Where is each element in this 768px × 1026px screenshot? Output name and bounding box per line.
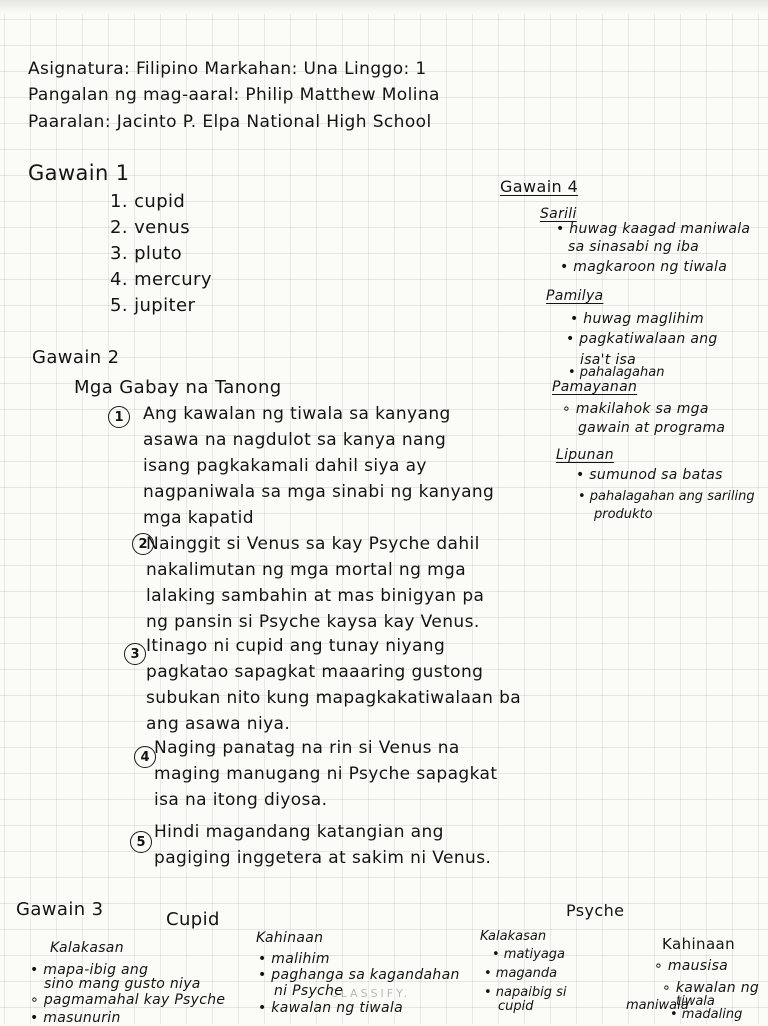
psyche-kahinaan-item: ∘ mausisa [654,958,729,974]
cupid-kalakasan-label: Kalakasan [50,940,124,956]
cupid-kahinaan-label: Kahinaan [256,930,324,946]
psyche-kalakasan-item: cupid [498,999,534,1014]
gawain3-title: Gawain 3 [16,899,104,920]
gawain1-item: 4. mercury [110,269,212,290]
gawain4-sarili-item: sa sinasabi ng iba [568,239,700,255]
gawain4-pamilya-item: • huwag maglihim [570,311,704,327]
gawain4-lipunan-item: produkto [594,507,653,522]
gawain4-lipunan-item: • sumunod sa batas [576,467,723,483]
answer1-line: asawa na nagdulot sa kanya nang [143,430,447,450]
cupid-kahinaan-item: ni Psyche [274,983,344,999]
answer3-line: Itinago ni cupid ang tunay niyang [146,636,446,656]
classify-watermark: CLASSIFY. [330,987,411,1000]
answer3-line: pagkatao sapagkat maaaring gustong [146,662,484,682]
answer-number-badge: 3 [124,643,146,665]
gawain1-item: 2. venus [110,217,191,238]
answer1-line: isang pagkakamali dahil siya ay [143,456,427,476]
cupid-kalakasan-item: • mapa-ibig ang [30,962,149,978]
gawain4-pamilya-item: • pahalagahan [568,365,665,380]
gawain4-pamilya-item: isa't isa [580,352,637,368]
answer-number-badge: 1 [108,406,130,428]
gawain4-sarili-item: • huwag kaagad maniwala [556,221,751,237]
cupid-kalakasan-item: ∘ pagmamahal kay Psyche [30,992,226,1008]
answer2-line: ng pansin si Psyche kaysa kay Venus. [146,612,480,632]
answer5-line: Hindi magandang katangian ang [154,822,444,842]
gawain4-lipunan-label: Lipunan [556,447,614,463]
psyche-kahinaan-item: tiwala [676,994,715,1009]
answer-number-badge: 4 [134,746,156,768]
gawain4-pamayanan-item: gawain at programa [578,420,726,436]
gawain3-cupid-name: Cupid [166,909,220,930]
psyche-kalakasan-item: • maganda [484,966,558,981]
gawain2-title: Gawain 2 [32,347,120,368]
gawain4-pamayanan-item: ∘ makilahok sa mga [562,401,709,417]
gawain4-sarili-label: Sarili [540,206,577,222]
gawain4-pamilya-label: Pamilya [546,288,604,304]
cupid-kahinaan-item: • malihim [258,951,330,967]
gawain3-psyche-name: Psyche [566,901,625,920]
gawain4-pamilya-item: • pagkatiwalaan ang [566,331,718,347]
gawain1-item: 3. pluto [110,243,183,264]
cupid-kalakasan-item: • masunurin [30,1010,121,1026]
paper-top-edge [0,0,768,14]
answer-number-badge: 5 [130,831,152,853]
answer3-line: ang asawa niya. [146,714,291,734]
header-student-name: Pangalan ng mag-aaral: Philip Matthew Molina [28,85,440,105]
answer2-line: lalaking sambahin at mas binigyan pa [146,586,485,606]
header-school: Paaralan: Jacinto P. Elpa National High School [28,112,432,132]
answer4-line: maging manugang ni Psyche sapagkat [154,764,498,784]
psyche-kalakasan-item: • matiyaga [492,947,566,962]
cupid-kahinaan-item: • paghanga sa kagandahan [258,967,460,983]
answer4-line: isa na itong diyosa. [154,790,328,810]
gawain1-title: Gawain 1 [28,161,130,185]
cupid-kahinaan-item: • kawalan ng tiwala [258,1000,404,1016]
psyche-kahinaan-item: ∘ kawalan ng [662,980,760,996]
header-subject-line: Asignatura: Filipino Markahan: Una Linggo: 1 [28,59,427,79]
gawain4-pamayanan-label: Pamayanan [552,379,638,395]
gawain4-title: Gawain 4 [500,177,579,196]
answer1-line: Ang kawalan ng tiwala sa kanyang [143,404,451,424]
gawain1-item: 1. cupid [110,191,186,212]
answer4-line: Naging panatag na rin si Venus na [154,738,460,758]
answer3-line: subukan nito kung mapagkakatiwalaan ba [146,688,522,708]
gawain4-lipunan-item: • pahalagahan ang sariling [578,489,755,504]
answer5-line: pagiging inggetera at sakim ni Venus. [154,848,492,868]
psyche-kahinaan-item: maniwala [626,998,689,1013]
psyche-kahinaan-item: • madaling [670,1007,743,1022]
answer2-line: nakalimutan ng mga mortal ng mga [146,560,467,580]
answer-number-badge: 2 [132,533,154,555]
answer1-line: nagpaniwala sa mga sinabi ng kanyang [143,482,495,502]
gawain4-sarili-item: • magkaroon ng tiwala [560,259,728,275]
psyche-kahinaan-label: Kahinaan [662,935,736,953]
gawain2-subtitle: Mga Gabay na Tanong [74,377,282,398]
psyche-kalakasan-item: • napaibig si [484,985,567,1000]
cupid-kalakasan-item: sino mang gusto niya [44,976,201,992]
answer1-line: mga kapatid [143,508,254,528]
answer2-line: Nainggit si Venus sa kay Psyche dahil [146,534,480,554]
psyche-kalakasan-label: Kalakasan [480,929,547,944]
gawain1-item: 5. jupiter [110,295,196,316]
